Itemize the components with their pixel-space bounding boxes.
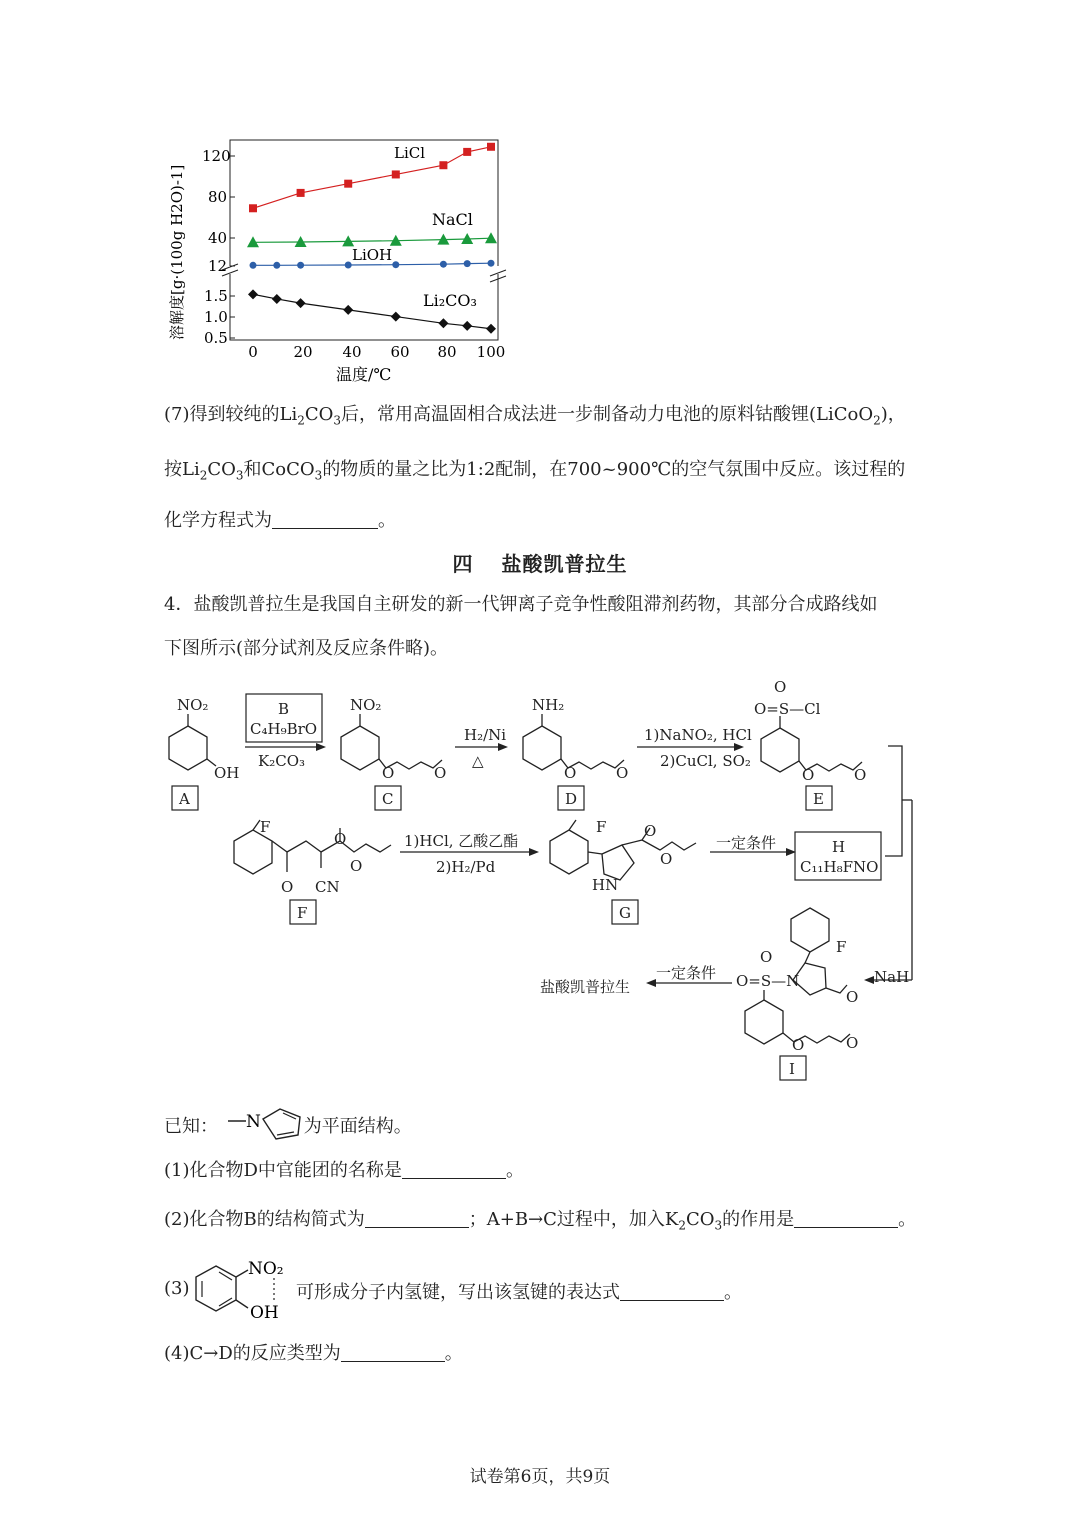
section-name: 盐酸凯普拉生 — [501, 552, 628, 576]
q7-line3 — [164, 508, 396, 534]
a-no2: NO₂ — [177, 696, 209, 714]
q1-end: 。 — [505, 1160, 524, 1181]
f-f: F — [260, 818, 271, 836]
data-point-licl-0 — [249, 204, 257, 212]
e-o1: O — [802, 766, 815, 784]
y-axis-label: 溶解度[g·(100g H2O)-1] — [168, 164, 186, 340]
q2-sub: 3 — [714, 1218, 723, 1233]
cond2-label: 一定条件 — [656, 964, 717, 982]
a-oh: OH — [214, 764, 240, 782]
data-point-lioh-0 — [250, 262, 257, 269]
q3-no2: NO₂ — [248, 1259, 284, 1279]
o-nitrophenol-structure — [188, 1254, 298, 1324]
data-point-lioh-40 — [345, 262, 352, 269]
g-hn: HN — [592, 876, 619, 894]
data-point-li2co3-80 — [438, 318, 448, 328]
label-a: A — [179, 790, 190, 808]
data-point-licl-90 — [463, 148, 471, 156]
y-tick-12: 12 — [208, 257, 228, 275]
h-box-line1: H — [832, 838, 846, 856]
q2-text-a: (2)化合物B的结构简式为 — [164, 1209, 365, 1230]
q1-text: (1)化合物D中官能团的名称是 — [164, 1160, 402, 1181]
q7-end: 。 — [378, 510, 396, 531]
d-o2: O — [616, 764, 629, 782]
q2-answer-blank-2[interactable] — [794, 1207, 898, 1228]
page-footer: 试卷第6页，共9页 — [469, 1467, 611, 1487]
i-sulfonyl: O=S—N — [736, 972, 800, 990]
ring-d — [523, 726, 561, 770]
data-point-lioh-10 — [273, 262, 280, 269]
g-o-ester: O — [660, 850, 673, 868]
label-f: F — [297, 904, 308, 922]
q7-sub: 3 — [235, 468, 244, 483]
q7-text-i: 化学方程式为 — [164, 510, 272, 531]
g-f: F — [596, 818, 607, 836]
q7-text-b: CO — [304, 404, 334, 425]
ring-g — [550, 830, 588, 874]
series-label-lioh: LiOH — [352, 246, 393, 264]
pyrrolyl-n: N — [245, 1112, 261, 1132]
q7-text-g: 和CoCO — [243, 459, 315, 480]
q7-line2 — [164, 457, 905, 489]
series-label-licl: LiCl — [394, 144, 426, 162]
synthesis-scheme — [150, 670, 930, 1090]
cucl-label: 2)CuCl, SO₂ — [660, 752, 751, 770]
solubility-chart — [160, 130, 510, 385]
e-sulfonyl: O=S—Cl — [754, 700, 821, 718]
ring-e — [761, 728, 799, 772]
q7-text-h: 的物质的量之比为1:2配制，在700~900℃的空气氛围中反应。该过程的 — [322, 459, 906, 480]
known-prefix: 已知： — [164, 1116, 218, 1137]
cond1-label: 一定条件 — [716, 834, 777, 852]
ring-c — [341, 726, 379, 770]
i-o-aldehyde: O — [846, 988, 859, 1006]
data-point-li2co3-20 — [296, 298, 306, 308]
label-d: D — [565, 790, 578, 808]
q7-text-a: (7)得到较纯的Li — [164, 404, 298, 425]
data-point-nacl-100 — [485, 232, 497, 243]
ring-i-top — [791, 908, 829, 952]
q2-sub: 2 — [678, 1218, 686, 1233]
q3-text-line — [296, 1278, 742, 1304]
data-point-li2co3-100 — [486, 324, 496, 334]
y-tick-1.5: 1.5 — [204, 287, 228, 305]
label-i: I — [789, 1060, 795, 1078]
nah-label: NaH — [874, 968, 910, 986]
q7-sub: 3 — [314, 468, 323, 483]
b-box-line1: B — [278, 700, 290, 718]
q4sub-end: 。 — [444, 1343, 463, 1364]
known-suffix: 为平面结构。 — [303, 1116, 412, 1137]
data-point-li2co3-60 — [391, 312, 401, 322]
h-box-line2: C₁₁H₈FNO — [800, 858, 879, 876]
x-tick-80: 80 — [437, 343, 457, 361]
q7-text-c: 后，常用高温固相合成法进一步制备动力电池的原料钴酸锂(LiCoO — [341, 404, 874, 425]
f-cn: CN — [315, 878, 340, 896]
d-nh2: NH₂ — [532, 696, 565, 714]
q3-block — [164, 1254, 924, 1326]
label-c: C — [382, 790, 394, 808]
k2co3-label: K₂CO₃ — [258, 752, 306, 770]
x-tick-40: 40 — [342, 343, 362, 361]
q7-answer-blank[interactable] — [272, 508, 378, 529]
q4-intro-line2: 下图所示(部分试剂及反应条件略)。 — [164, 638, 449, 659]
i-o1: O — [792, 1036, 805, 1054]
c-o2: O — [434, 764, 447, 782]
x-tick-0: 0 — [248, 343, 258, 361]
ring-f — [234, 830, 272, 874]
i-o2: O — [846, 1034, 859, 1052]
q7-text-f: CO — [207, 459, 236, 480]
nano2-label: 1)NaNO₂, HCl — [644, 726, 752, 744]
c-no2: NO₂ — [350, 696, 382, 714]
q2-end: 。 — [898, 1209, 917, 1230]
f-o-ester: O — [350, 857, 363, 875]
y-tick-40: 40 — [208, 229, 228, 247]
x-tick-100: 100 — [476, 343, 506, 361]
q2-text-d: 的作用是 — [722, 1209, 795, 1230]
pyrrolyl-structure — [224, 1107, 304, 1143]
q7-text-e: 按Li — [164, 459, 200, 480]
section-number: 四 — [452, 552, 474, 576]
q7-line1 — [164, 402, 906, 434]
q3-oh: OH — [250, 1303, 279, 1323]
known-line — [164, 1107, 412, 1143]
f-o-ketone: O — [281, 878, 294, 896]
q2-answer-blank-1[interactable] — [365, 1207, 469, 1228]
q3-label: (3) — [164, 1278, 190, 1299]
q1-answer-blank[interactable] — [402, 1158, 506, 1179]
q7-sub: 2 — [873, 413, 881, 428]
data-point-li2co3-90 — [462, 321, 472, 331]
series-line-licl — [253, 147, 491, 209]
product-label: 盐酸凯普拉生 — [540, 978, 631, 996]
data-point-licl-100 — [487, 143, 495, 151]
data-point-li2co3-0 — [248, 289, 258, 299]
data-point-lioh-80 — [440, 261, 447, 268]
q4sub-text: (4)C→D的反应类型为 — [164, 1343, 341, 1364]
x-tick-20: 20 — [293, 343, 313, 361]
delta-label: △ — [472, 752, 484, 770]
h2pd-label: 2)H₂/Pd — [436, 858, 496, 876]
y-tick-0.5: 0.5 — [204, 329, 228, 347]
x-axis-label: 温度/℃ — [336, 365, 392, 384]
q4-intro-line1: 4．盐酸凯普拉生是我国自主研发的新一代钾离子竞争性酸阻滞剂药物，其部分合成路线如 — [164, 594, 878, 615]
series-line-nacl — [253, 238, 491, 242]
data-point-licl-60 — [392, 170, 400, 178]
y-tick-1.0: 1.0 — [204, 308, 228, 326]
g-o-top: O — [644, 822, 657, 840]
q7-sub: 3 — [333, 413, 342, 428]
i-f: F — [836, 938, 847, 956]
q7-sub: 2 — [199, 468, 208, 483]
ring-a — [169, 726, 207, 770]
h2ni-label: H₂/Ni — [464, 726, 507, 744]
f-o-ester-top: O — [334, 830, 347, 848]
q3-end: 。 — [724, 1282, 742, 1303]
x-tick-60: 60 — [390, 343, 410, 361]
data-point-lioh-100 — [488, 260, 495, 267]
label-e: E — [813, 790, 824, 808]
q2-text-c: CO — [686, 1209, 715, 1230]
q7-sub: 2 — [297, 413, 305, 428]
series-label-nacl: NaCl — [432, 210, 473, 229]
data-point-lioh-90 — [464, 260, 471, 267]
q4sub-line — [164, 1341, 463, 1367]
e-o2: O — [854, 766, 867, 784]
data-point-licl-40 — [344, 180, 352, 188]
q2-text-b: ；A+B→C过程中，加入K — [468, 1209, 679, 1230]
e-o-top: O — [774, 678, 787, 696]
c-o1: O — [382, 764, 395, 782]
label-g: G — [619, 904, 631, 922]
d-o1: O — [564, 764, 577, 782]
q7-text-d: )， — [880, 404, 906, 425]
ring-i-bottom — [745, 1000, 783, 1044]
data-point-li2co3-40 — [343, 305, 353, 315]
data-point-lioh-20 — [297, 262, 304, 269]
b-box-line2: C₄H₉BrO — [250, 720, 318, 738]
pyrrole-g — [602, 845, 634, 880]
y-tick-120: 120 — [202, 147, 231, 165]
q2-line — [164, 1207, 916, 1239]
section-title — [0, 548, 1080, 577]
plot-frame — [230, 140, 498, 340]
q3-text: 可形成分子内氢键，写出该氢键的表达式 — [296, 1282, 620, 1303]
y-tick-80: 80 — [208, 188, 228, 206]
i-o-top: O — [760, 948, 773, 966]
q1-line — [164, 1158, 524, 1184]
q4sub-answer-blank[interactable] — [341, 1341, 445, 1362]
hcl-ea-label: 1)HCl, 乙酸乙酯 — [404, 832, 519, 850]
data-point-li2co3-10 — [272, 294, 282, 304]
data-point-lioh-60 — [392, 261, 399, 268]
data-point-licl-20 — [297, 189, 305, 197]
series-label-li2co3: Li₂CO₃ — [423, 291, 477, 310]
data-point-licl-80 — [439, 161, 447, 169]
q3-answer-blank[interactable] — [620, 1280, 724, 1301]
